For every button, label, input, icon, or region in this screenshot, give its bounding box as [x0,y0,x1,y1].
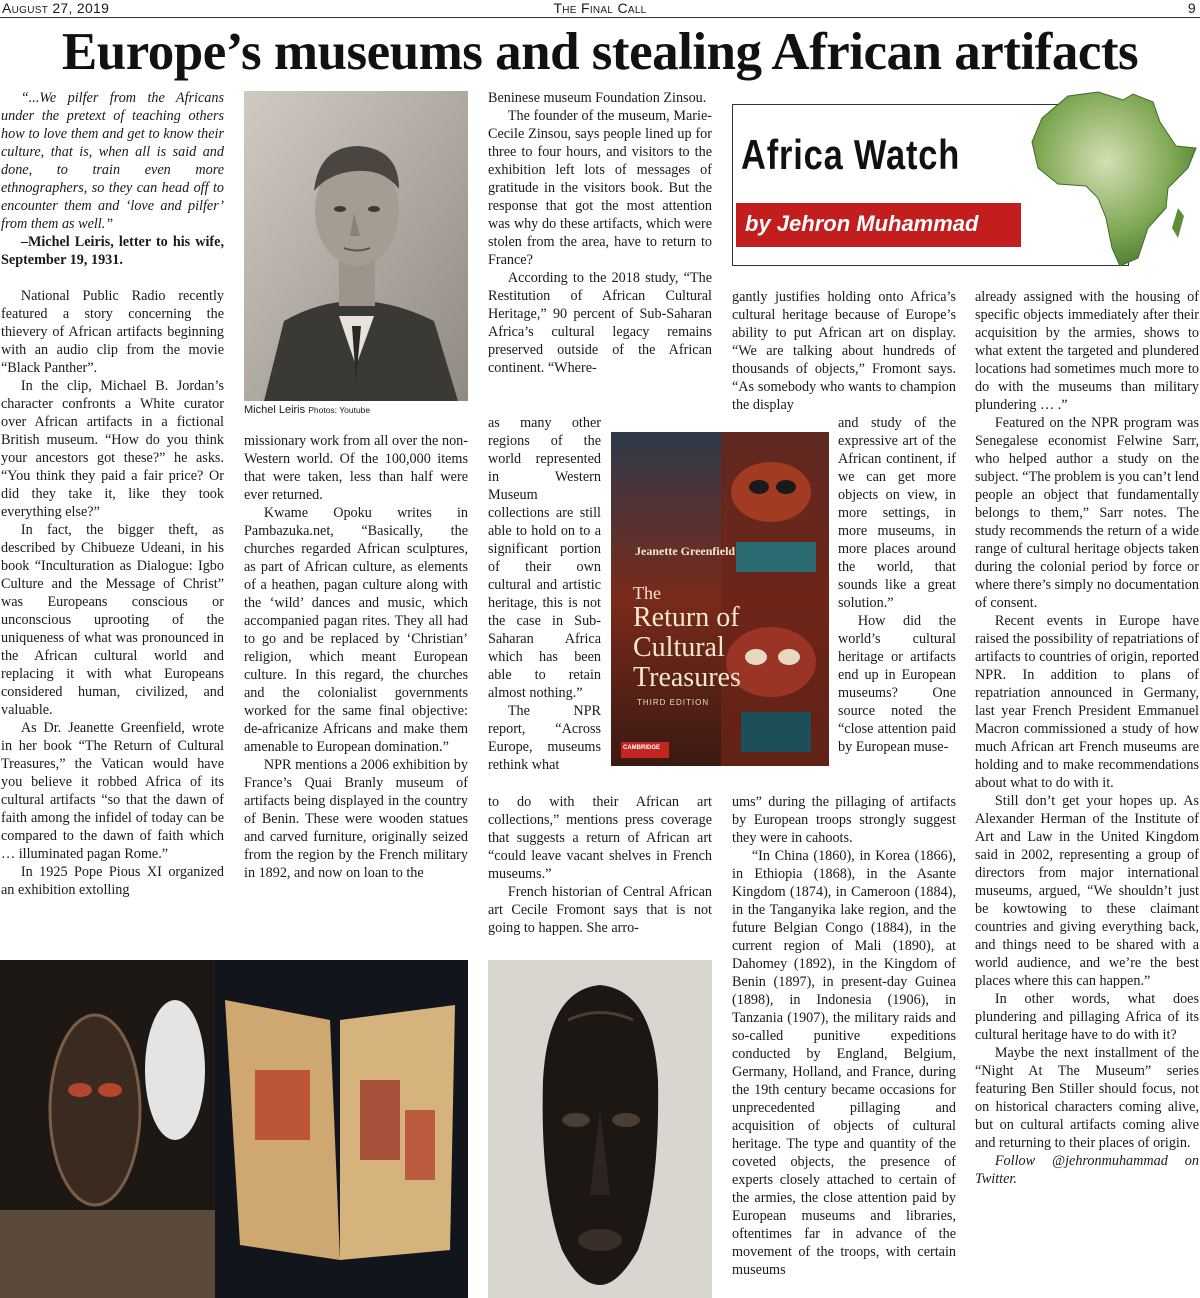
africa-map [1028,88,1198,272]
mask-image [488,960,712,1298]
book-publisher: CAMBRIDGE [623,745,660,751]
paragraph: gantly justifies holding onto Africa’s cultural heritage because of Europe’s ability to put African art on display. “We are talking about hundreds of thousands of objects,” Fromont says. “As somebody who wants to champion the display [732,289,956,413]
museum-artifacts-photo [0,960,468,1298]
book-title-line1: The [633,583,661,603]
paragraph: Featured on the NPR program was Senegalese economist Felwine Sarr, who helped author a study on the subject. “The problem is you can’t lend people an object that fundamentally belongs to them,” Sarr notes. The study recommends the return of a wide range of cultural heritage objects taken during the colonial period by force or where there’s simply no documentation of consent. [975,415,1199,611]
paragraph: missionary work from all over the non-Western world. Of the 100,000 items that were taken, less than half were ever returned. [244,433,468,503]
africa-map-icon [1028,88,1198,272]
paragraph: French historian of Central African art Cecile Fromont says that is not going to happen. She arro- [488,884,712,936]
paragraph: ums” during the pillaging of artifacts by European troops strongly suggest they were in cahoots. [732,794,956,846]
paragraph: as many other regions of the world represented in Western Museum collections are still able to hold on to a significant portion of their own cultural and artistic heritage, this is not the case in Sub-Saharan Africa which has been able to retain almost nothing.” [488,415,601,701]
paragraph: to do with their African art collections,” mentions press coverage that suggests a return of African art “could leave vacant shelves in French museums.” [488,794,712,882]
column-3-narrow [488,414,601,794]
book-cover [611,432,829,766]
page-number: 9 [1187,0,1196,16]
paragraph: How did the world’s cultural heritage or artifacts end up in European museums? One source noted the “close attention paid by European muse- [838,613,956,755]
paragraph: In fact, the bigger theft, as described by Chibueze Udeani, in his book “Inculturation as Dialogue: Igbo Culture and the Message of Christ” was Europeans conscious or unconscious uprooting of the uniqueness of what was pronounced in the African cultural world and replacing it with what Europeans considered human, civilized, and valuable. [1,522,224,718]
paragraph: In the clip, Michael B. Jordan’s character confronts a White curator over African artifacts in a fictional British museum. “How do you think your ancestors got these?” he asks. “You think they paid a fair price? Or did they take it, like they took everything else?” [1,378,224,520]
paragraph: In other words, what does plundering and pillaging Africa of its cultural heritage have to do with it? [975,991,1199,1043]
paragraph: Beninese museum Foundation Zinsou. [488,90,707,106]
column-2 [244,432,468,950]
paragraph: “In China (1860), in Korea (1866), in Ethiopia (1868), in the Asante Kingdom (1874), in Cameroon (1884), in the Tanganyika lake region, and the future Belgian Congo (1884), in the current region of Mali (1890), at Dahomey (1892), in the Kingdom of Benin (1897), in present-day Guinea (1898), in Indonesia (1906), in Tanzania (1907), the military raids and so-called punitive expeditions conducted by England, Belgium, Germany, Holland, and France, during the 19th century became occasions for unprecedented pillaging and acquisition of objects of cultural heritage. The type and quantity of the coveted objects, the presence of experts closely attached to certain of the armies, the close attention paid by European museums and libraries, oftentimes far in advance of the movement of the troops, with certain museums [732,848,956,1278]
book-author: Jeanette Greenfield [635,544,736,558]
column-byline: by Jehron Muhammad [745,211,979,236]
paragraph: As Dr. Jeanette Greenfield, wrote in her book “The Return of Cultural Treasures,” the Vatican would have you believe it robbed Africa of its cultural artifacts “so that the dawn of faith among the infidel of today can be compared to the dawn of faith which … illuminated pagan Rome.” [1,720,224,862]
book-title-line2: Return of [633,602,740,633]
caption-name: Michel Leiris [244,404,306,416]
paragraph: Kwame Opoku writes in Pambazuka.net, “Basically, the churches regarded African sculptures, as part of African culture, as elements of a heathen, pagan culture along with the ‘wild’ dances and music, which accompanied pagan rites. They all had to go and be replaced by ‘Christian’ religion, which meant European culture. In this regard, the churches and the colonialist governments worked for the same final objective: de-africanize Africans and make them amenable to European domination.” [244,505,468,755]
paragraph: Maybe the next installment of the “Night At The Museum” series featuring Ben Stiller should focus, not on historical characters coming alive, but on cultural artifacts coming alive and returning to their places of origin. [975,1045,1199,1151]
paragraph: Recent events in Europe have raised the possibility of repatriations of artifacts to countries of origin, reported NPR. In addition to plans of repatriation announced in Germany, last year French President Emmanuel Macron commissioned a study of how much African art French museums are holding and to make recommendations about what to do with it. [975,613,1199,791]
book-edition: THIRD EDITION [637,698,710,707]
paragraph: already assigned with the housing of specific objects immediately after their acquisition by the armies, shows to what extent the targeted and plundered locations had sometimes much more to do with the museums than military plundering … .” [975,289,1199,413]
photo-caption [244,403,370,417]
issue-date: August 27, 2019 [2,0,110,16]
paragraph: National Public Radio recently featured a story concerning the thievery of African artifacts beginning with an audio clip from the movie “Black Panther”. [1,288,224,376]
publication-name: The Final Call [553,0,647,16]
paragraph: NPR mentions a 2006 exhibition by France’s Quai Branly museum of artifacts being displayed in the country of Benin. These were wooden statues and carved furniture, originally seized from the region by the French military in 1892, and now on loan to the [244,757,468,881]
paragraph: and study of the expressive art of the African continent, if we can get more objects on view, in more settings, in more museums, in more places around the world, that sounds like a great solution.” [838,415,956,611]
column-title: Africa Watch [741,131,961,178]
column-4-narrow [838,414,956,794]
african-mask-photo [488,960,712,1298]
museum-image [0,960,468,1298]
column-1 [1,89,224,949]
column-3-bottom [488,793,712,943]
portrait-image [244,91,468,401]
paragraph: The NPR report, “Across Europe, museums rethink what [488,703,601,773]
sign-off: Follow @jehronmuhammad on Twitter. [975,1153,1199,1187]
paragraph: In 1925 Pope Pious XI organized an exhibition extolling [1,864,224,898]
paragraph: According to the 2018 study, “The Restitution of African Cultural Heritage,” 90 percent of Sub-Saharan Africa’s cultural legacy remains preserved outside of the African continent. “Where- [488,270,712,376]
paragraph: The founder of the museum, Marie-Cecile Zinsou, says people lined up for three to four hours, and visitors to the exhibition left lots of messages of gratitude in the visitors book. But the response that got the most attention was why do these artifacts, which were stolen from the area, have to return to France? [488,108,712,268]
headline: Europe’s museums and stealing African artifacts [61,23,1139,81]
column-4-top [732,288,956,415]
column-4-bottom [732,793,956,1298]
header-rule [0,17,1200,18]
michel-leiris-photo [244,91,468,401]
column-5 [975,288,1199,1298]
column-3-top [488,89,712,415]
book-title-line4: Treasures [633,662,741,693]
caption-credit: Photos: Youtube [308,405,371,415]
epigraph-attribution: –Michel Leiris, letter to his wife, September 19, 1931. [1,234,224,268]
paragraph: Still don’t get your hopes up. As Alexander Herman of the Institute of Art and Law in the United Kingdom said in 2002, representing a group of directors from major international museums, argued, “We shouldn’t just be kowtowing to these claimant countries and giving everything back, and things need to be shared with a world audience, and we’re the best places where this can happen.” [975,793,1199,989]
book-title-line3: Cultural [633,632,725,663]
epigraph-quote: “...We pilfer from the Africans under the pretext of teaching others how to love them and get to know their culture, that is, when all is said and done, to train even more ethnographers, so they can head off to encounter them and ‘love and pilfer’ from them as well.” [1,90,224,232]
